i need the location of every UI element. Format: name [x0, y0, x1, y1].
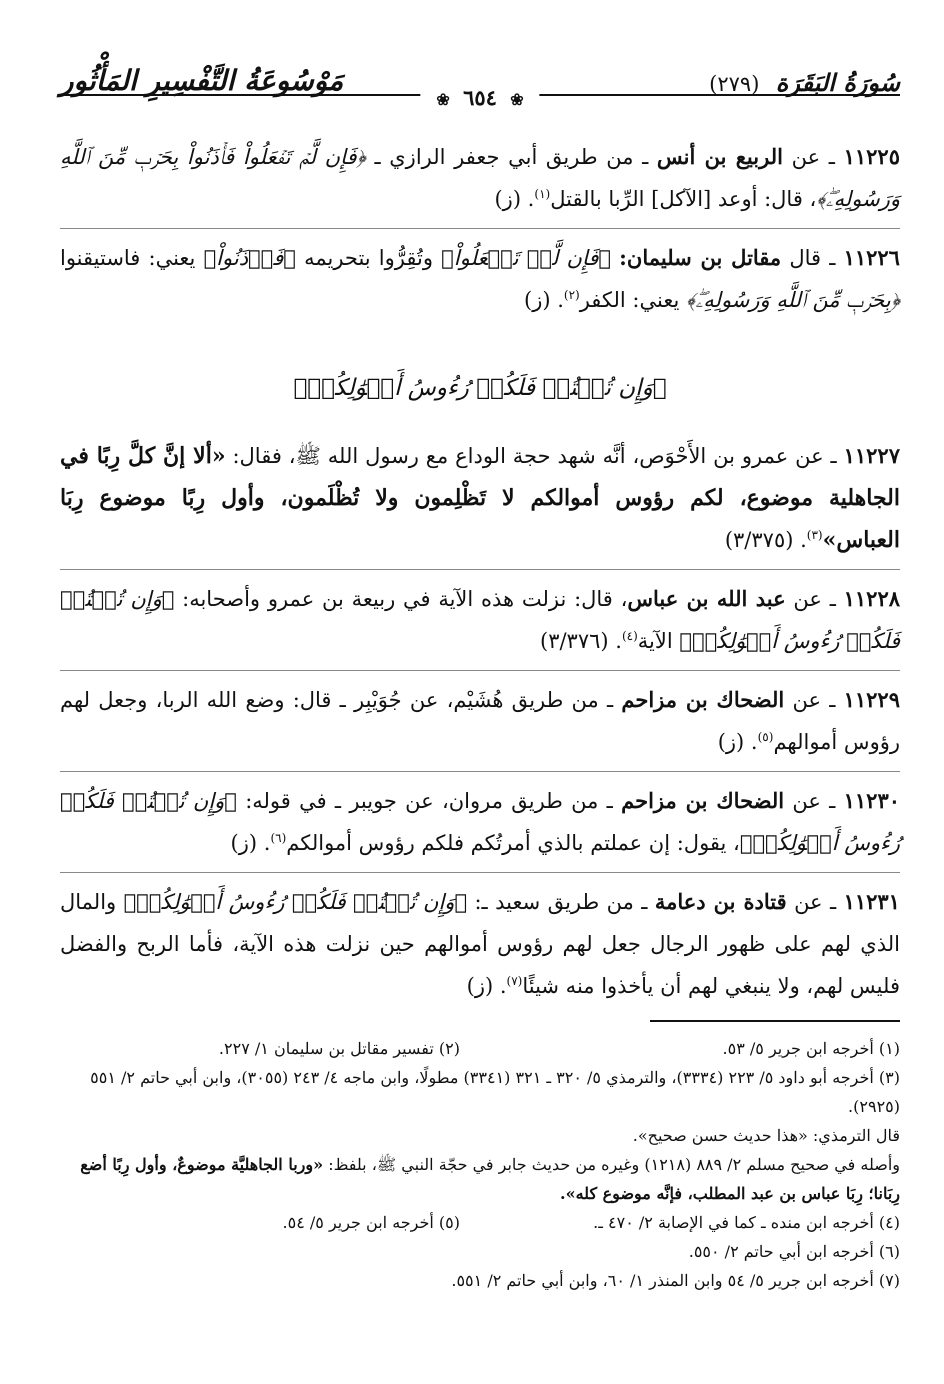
- entry-11229: [60, 679, 900, 772]
- dash: ـ: [829, 587, 836, 611]
- entry-tail: . (ز): [230, 831, 271, 855]
- entry-tail: . (٣/٣٧٥): [724, 528, 807, 552]
- footnote-1: (١) أخرجه ابن جرير ٥/ ٥٣.: [722, 1039, 900, 1058]
- footnote-3-text: وأصله في صحيح مسلم ٢/ ٨٨٩ (١٢١٨) وغيره من حديث جابر في حجّة النبي ﷺ، بلفظ:: [328, 1155, 900, 1174]
- footnote-row: [60, 1208, 900, 1237]
- entry-number: ١١٢٢٥: [843, 144, 900, 169]
- quran-quote: ﴿فَأۡذَنُواْ﴾: [203, 246, 296, 270]
- book-title: مَوْسُوعَةُ التَّفْسِيرِ المَأْثُور: [60, 64, 344, 97]
- quran-quote: ﴿فَإِن لَّمۡ تَفۡعَلُواْ﴾: [441, 246, 611, 270]
- entry-text: عن: [794, 890, 823, 914]
- entry-11225: [60, 136, 900, 229]
- ornament-icon: ❀: [510, 90, 524, 109]
- dash: ـ: [830, 890, 837, 914]
- entry-text: وتُقِرُّوا بتحريمه: [304, 246, 433, 270]
- entry-text: ـ من طريق مروان، عن جويبر ـ في قوله:: [245, 789, 613, 813]
- dash: ـ: [830, 444, 837, 468]
- entry-tail: . (٣/٣٧٦): [539, 629, 622, 653]
- page: [60, 58, 900, 1358]
- quran-quote: ﴿وَإِن تُبۡتُمۡ فَلَكُمۡ رُءُوسُ أَمۡوَٰلِكُمۡ﴾: [60, 789, 900, 855]
- entry-number: ١١٢٣١: [843, 889, 900, 914]
- entry-text: ، قال: أوعد [الآكل] الرِّبا بالقتل: [550, 187, 817, 211]
- footnote-5: (٥) أخرجه ابن جرير ٥/ ٥٤.: [282, 1213, 460, 1232]
- quran-quote: ﴿وَإِن تُبۡتُمۡ فَلَكُمۡ رُءُوسُ أَمۡوَٰلِكُمۡ﴾: [123, 890, 468, 914]
- footnote-separator: [650, 1020, 900, 1022]
- footnote-ref[interactable]: (٥): [757, 730, 774, 744]
- narrator-name: الربيع بن أنس: [656, 144, 783, 169]
- entry-text: ـ من طريق أبي جعفر الرازي ـ: [374, 145, 649, 169]
- entry-text: عن: [793, 587, 822, 611]
- narrator-name: مقاتل بن سليمان:: [619, 245, 782, 270]
- entry-text: والمال الذي لهم على ظهور الرجال جعل لهم رؤوس أموالهم حين نزلت هذه الآية، فأما الربح والفضل فليس لهم، ولا ينبغي لهم أن يأخذوا منه شيئًا: [60, 890, 900, 998]
- entry-tail: . (ز): [494, 187, 535, 211]
- narrator-name: الضحاك بن مزاحم: [621, 687, 785, 712]
- entry-text: ، قال: نزلت هذه الآية في ربيعة بن عمرو وأصحابه:: [182, 587, 628, 611]
- footnote-ref[interactable]: (٣): [806, 528, 823, 542]
- entry-tail: . (ز): [717, 730, 758, 754]
- running-header: [60, 58, 900, 128]
- footnote-4: (٤) أخرجه ابن منده ـ كما في الإصابة ٢/ ٤٧٠ ـ.: [593, 1213, 900, 1232]
- entry-number: ١١٢٢٨: [843, 586, 901, 611]
- ornament-icon: ❀: [436, 90, 450, 109]
- entry-text: قال: [789, 246, 822, 270]
- entry-text: عن: [792, 789, 821, 813]
- entry-text: ـ من طريق هُشَيْم، عن جُوَيْبِر ـ قال: وضع الله الربا، وجعل لهم رؤوس أموالهم: [60, 688, 900, 754]
- page-number: ٦٥٤: [463, 85, 497, 110]
- entry-text: يعني: فاستيقنوا: [60, 246, 196, 270]
- dash: ـ: [829, 789, 836, 813]
- footnote-3: (٣) أخرجه أبو داود ٥/ ٢٢٣ (٣٣٣٤)، والترمذي ٥/ ٣٢٠ ـ ٣٢١ (٣٣٤١) مطولًا، وابن ماجه ٤/ ٢٤٣ (٣٠٥٥)، وابن أبي حاتم ٢/ ٥٥١ (٢٩٢٥).: [90, 1068, 900, 1116]
- entry-11226: [60, 237, 900, 329]
- sura-title-text: سُورَةُ البَقَرَة: [775, 68, 900, 97]
- hadith-quote: «ألا إنَّ كلَّ رِبًا في الجاهلية موضوع، لكم رؤوس أموالكم لا تَظْلِمون ولا تُظْلَمون، وأول رِبًا موضوع رِبَا العباس»: [60, 443, 900, 553]
- entry-11231: [60, 881, 900, 1015]
- footnote-ref[interactable]: (٦): [270, 831, 287, 845]
- dash: ـ: [829, 688, 836, 712]
- footnotes: [60, 1034, 900, 1295]
- narrator-name: قتادة بن دعامة: [654, 889, 787, 914]
- main-text: [60, 136, 900, 1023]
- verse-ref: (٢٧٩): [709, 72, 760, 96]
- entry-number: ١١٢٢٧: [843, 443, 900, 468]
- entry-11227: [60, 435, 900, 570]
- entry-number: ١١٢٣٠: [843, 788, 901, 813]
- quran-quote: ﴿وَإِن تُبۡتُمۡ فَلَكُمۡ رُءُوسُ أَمۡوَٰلِكُمۡ﴾: [60, 587, 900, 653]
- entry-11230: [60, 780, 900, 873]
- entry-tail: . (ز): [524, 288, 564, 312]
- entry-number: ١١٢٢٦: [843, 245, 900, 270]
- entry-text: عن: [792, 688, 821, 712]
- footnote-ref[interactable]: (١): [534, 187, 551, 201]
- entry-text: الآية: [637, 629, 673, 653]
- quran-quote: ﴿فَإِن لَّمۡ تَفۡعَلُواْ فَأۡذَنُواْ بِحَرۡبٖ مِّنَ ٱللَّهِ وَرَسُولِهِۦۖ﴾: [60, 145, 900, 211]
- sura-title: [709, 68, 900, 97]
- quran-quote: ﴿بِحَرۡبٖ مِّنَ ٱللَّهِ وَرَسُولِهِۦۖ﴾: [686, 288, 900, 312]
- narrator-name: الضحاك بن مزاحم: [621, 788, 785, 813]
- entry-text: ، يقول: إن عملتم بالذي أمرتُكم فلكم رؤوس أموالكم: [286, 831, 740, 855]
- footnote-3-muslim: [60, 1150, 900, 1208]
- footnote-6: (٦) أخرجه ابن أبي حاتم ٢/ ٥٥٠.: [688, 1242, 900, 1261]
- page-number-box: [420, 85, 539, 110]
- dash: ـ: [828, 145, 835, 169]
- dash: ـ: [829, 246, 836, 270]
- footnote-7: (٧) أخرجه ابن جرير ٥/ ٥٤ وابن المنذر ١/ ٦٠، وابن أبي حاتم ٢/ ٥٥١.: [451, 1271, 900, 1290]
- footnote-ref[interactable]: (٤): [621, 629, 638, 643]
- entry-number: ١١٢٢٩: [843, 687, 900, 712]
- footnote-ref[interactable]: (٧): [506, 974, 523, 988]
- footnote-row: [60, 1034, 900, 1063]
- footnote-3-hadith: «وربا الجاهليَّة موضوعٌ، وأول رِبًا أضع رِبَانا؛ رِبَا عباس بن عبد المطلب، فإنَّه موضوع كله».: [80, 1155, 900, 1203]
- footnote-3-note: قال الترمذي: «هذا حديث حسن صحيح».: [632, 1126, 900, 1145]
- entry-text: عن: [791, 145, 821, 169]
- entry-text: يعني: الكفر: [579, 288, 680, 312]
- narrator-name: عبد الله بن عباس: [627, 586, 786, 611]
- entry-text: عن عمرو بن الأَحْوَص، أنَّه شهد حجة الوداع مع رسول الله ﷺ، فقال:: [232, 444, 824, 468]
- footnote-2: (٢) تفسير مقاتل بن سليمان ١/ ٢٢٧.: [218, 1039, 460, 1058]
- footnote-ref[interactable]: (٢): [563, 288, 580, 302]
- section-heading: ﴿وَإِن تُبۡتُمۡ فَلَكُمۡ رُءُوسُ أَمۡوَٰلِكُمۡ﴾: [293, 375, 667, 401]
- entry-text: ـ من طريق سعيد ـ:: [474, 890, 648, 914]
- entry-11228: [60, 578, 900, 671]
- entry-tail: . (ز): [466, 974, 507, 998]
